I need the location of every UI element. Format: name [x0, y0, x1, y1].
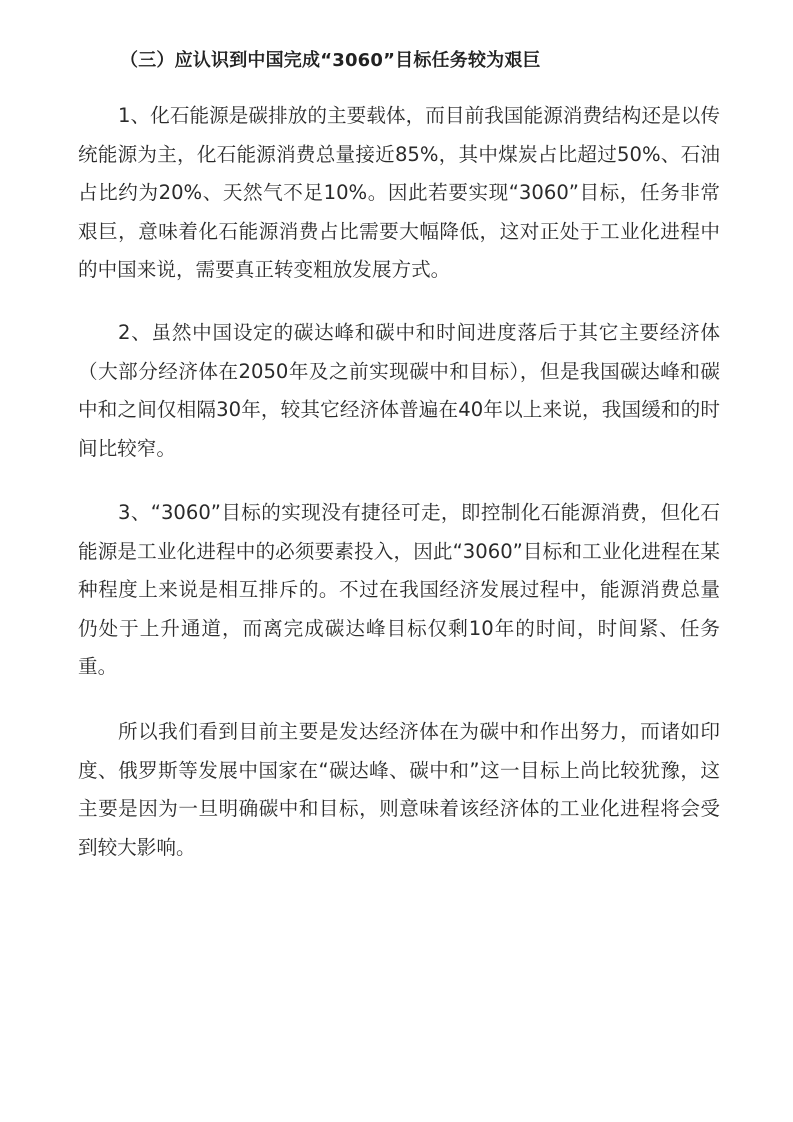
- paragraph-2: 2、虽然中国设定的碳达峰和碳中和时间进度落后于其它主要经济体（大部分经济体在2050年及之前实现碳中和目标），但是我国碳达峰和碳中和之间仅相隔30年，较其它经济体普遍在40年以上来说，我国缓和的时间比较窄。: [78, 321, 720, 460]
- paragraph-1: 1、化石能源是碳排放的主要载体，而目前我国能源消费结构还是以传统能源为主，化石能源消费总量接近85%，其中煤炭占比超过50%、石油占比约为20%、天然气不足10%。因此若要实现“3060”目标，任务非常艰巨，意味着化石能源消费占比需要大幅降低，这对正处于工业化进程中的中国来说，需要真正转变粗放发展方式。: [78, 104, 720, 281]
- paragraph-4: 所以我们看到目前主要是发达经济体在为碳中和作出努力，而诸如印度、俄罗斯等发展中国家在“碳达峰、碳中和”这一目标上尚比较犹豫，这主要是因为一旦明确碳中和目标，则意味着该经济体的工业化进程将会受到较大影响。: [78, 720, 720, 859]
- paragraph-3: 3、“3060”目标的实现没有捷径可走，即控制化石能源消费，但化石能源是工业化进程中的必须要素投入，因此“3060”目标和工业化进程在某种程度上来说是相互排斥的。不过在我国经济发展过程中，能源消费总量仍处于上升通道，而离完成碳达峰目标仅剩10年的时间，时间紧、任务重。: [78, 501, 720, 678]
- section-heading: （三）应认识到中国完成“3060”目标任务较为艰巨: [120, 50, 541, 71]
